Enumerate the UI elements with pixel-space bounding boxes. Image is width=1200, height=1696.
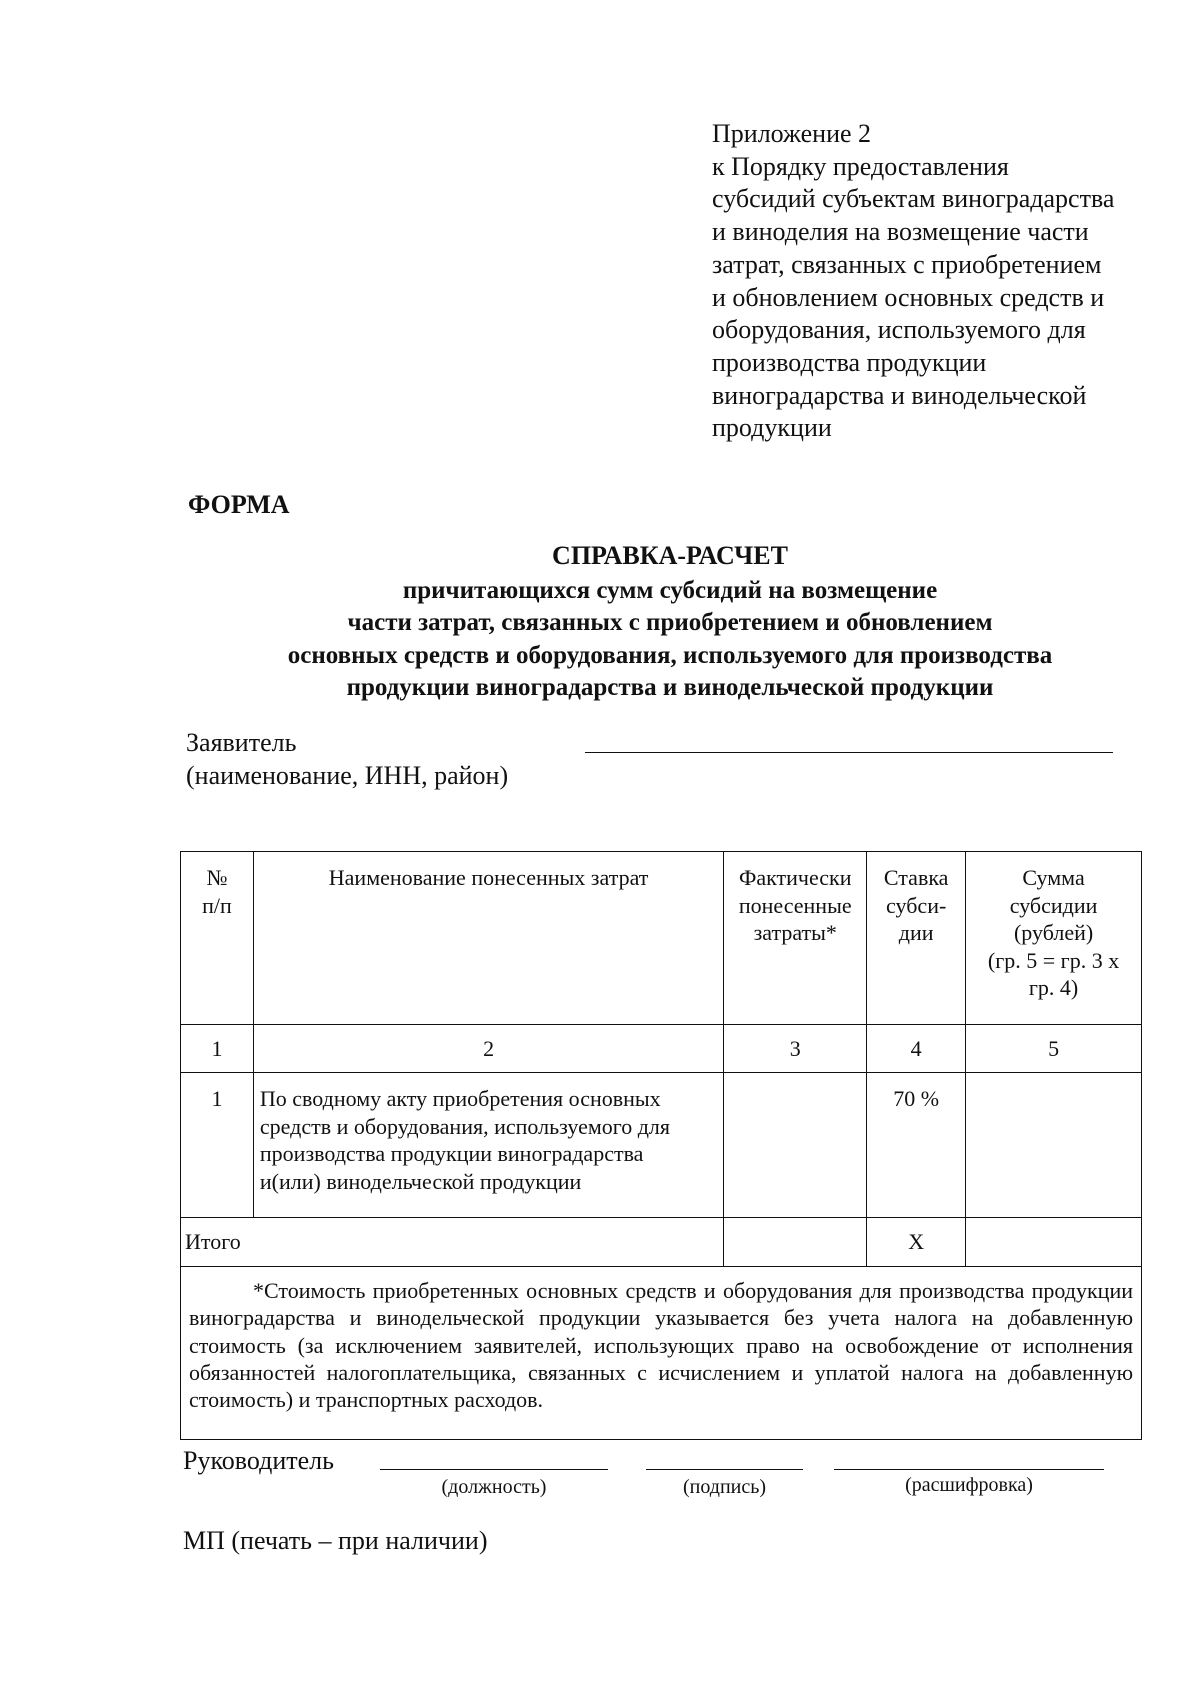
appendix-line: Приложение 2 bbox=[712, 119, 872, 148]
appendix-line: субсидий субъектам виноградарства bbox=[712, 184, 1115, 214]
header-actual-line: затраты* bbox=[753, 920, 837, 945]
header-sum bbox=[966, 852, 1142, 1025]
appendix-line: продукции bbox=[712, 413, 832, 443]
row-num: 1 bbox=[181, 1073, 254, 1218]
column-number: 2 bbox=[253, 1025, 723, 1073]
row-description-line: По сводному акту приобретения основных bbox=[259, 1086, 661, 1111]
signature-line[interactable] bbox=[646, 1469, 803, 1470]
footnote-row bbox=[181, 1267, 1142, 1440]
header-sum-line: (гр. 5 = гр. 3 х bbox=[987, 947, 1120, 973]
header-rate bbox=[867, 852, 966, 1025]
signature-label: Руководитель bbox=[183, 1446, 334, 1475]
appendix-line: затрат, связанных с приобретением bbox=[712, 249, 1102, 279]
appendix-note bbox=[712, 118, 1182, 445]
applicant-hint: (наименование, ИНН, район) bbox=[186, 761, 509, 790]
decoding-line[interactable] bbox=[834, 1469, 1104, 1470]
row-description-line: и(или) винодельческой продукции bbox=[259, 1168, 582, 1194]
column-number: 1 bbox=[181, 1025, 254, 1073]
subsidy-table bbox=[180, 851, 1142, 1440]
row-description-line: средств и оборудования, используемого для bbox=[259, 1113, 671, 1139]
total-row bbox=[181, 1218, 1142, 1267]
total-sum-cell[interactable] bbox=[966, 1218, 1142, 1267]
header-rate-line: дии bbox=[898, 920, 934, 945]
form-label: ФОРМА bbox=[188, 490, 290, 519]
column-number: 5 bbox=[966, 1025, 1142, 1073]
row-actual-cell[interactable] bbox=[724, 1073, 867, 1218]
stamp-note: МП (печать – при наличии) bbox=[183, 1526, 488, 1555]
header-rate-line: Ставка bbox=[883, 865, 949, 890]
title-line: части затрат, связанных с приобретением и обновлением bbox=[347, 609, 993, 636]
appendix-line: к Порядку предоставления bbox=[712, 151, 1009, 181]
header-actual-line: Фактически bbox=[738, 865, 852, 890]
row-sum-cell[interactable] bbox=[966, 1073, 1142, 1218]
header-actual bbox=[724, 852, 867, 1025]
applicant-input-line[interactable] bbox=[585, 752, 1113, 753]
table-row bbox=[181, 1073, 1142, 1218]
total-label: Итого bbox=[181, 1218, 724, 1267]
position-line[interactable] bbox=[380, 1469, 608, 1470]
row-description-line: производства продукции виноградарства bbox=[259, 1141, 644, 1166]
decoding-caption: (расшифровка) bbox=[905, 1474, 1033, 1496]
position-caption: (должность) bbox=[441, 1476, 547, 1498]
title-main: СПРАВКА-РАСЧЕТ bbox=[552, 541, 788, 570]
header-num bbox=[181, 852, 254, 1025]
column-number: 3 bbox=[724, 1025, 867, 1073]
total-actual-cell[interactable] bbox=[724, 1218, 867, 1267]
header-num-line: № bbox=[206, 865, 228, 890]
column-number: 4 bbox=[867, 1025, 966, 1073]
header-sum-line: (рублей) bbox=[1013, 920, 1094, 945]
header-sum-line: Сумма bbox=[1022, 865, 1085, 890]
appendix-line: виноградарства и винодельческой bbox=[712, 380, 1087, 410]
row-rate: 70 % bbox=[867, 1073, 966, 1218]
column-number-row bbox=[181, 1025, 1142, 1073]
applicant-label: Заявитель bbox=[186, 728, 297, 757]
row-description bbox=[253, 1073, 723, 1218]
header-actual-line: понесенные bbox=[738, 892, 852, 918]
document-title bbox=[190, 540, 1150, 705]
header-sum-line: гр. 4) bbox=[1028, 975, 1079, 1000]
table-header-row bbox=[181, 852, 1142, 1025]
header-name: Наименование понесенных затрат bbox=[253, 852, 723, 1025]
total-rate: Х bbox=[867, 1218, 966, 1267]
header-rate-line: субси- bbox=[886, 892, 947, 918]
footnote-text: *Стоимость приобретенных основных средств и оборудования для производства продукции виноградарства и винодельческой продукции указывается без учета налога на добавленную стоимость (за исключением заявителей, использующих право на освобождение от исполнения обязанностей налогоплательщика, связанных с исчислением и уплатой налога на добавленную стоимость) и транспортных расходов. bbox=[189, 1278, 1133, 1413]
header-sum-line: субсидии bbox=[1009, 892, 1098, 918]
header-num-line: п/п bbox=[202, 892, 232, 918]
appendix-line: производства продукции bbox=[712, 347, 987, 377]
appendix-line: оборудования, используемого для bbox=[712, 315, 1086, 345]
title-line: продукции виноградарства и винодельческой продукции bbox=[346, 674, 994, 701]
signature-caption: (подпись) bbox=[682, 1476, 767, 1498]
title-line: причитающихся сумм субсидий на возмещение bbox=[402, 576, 938, 604]
applicant-block bbox=[186, 726, 508, 792]
footnote-cell bbox=[181, 1267, 1142, 1440]
appendix-line: и виноделия на возмещение части bbox=[712, 217, 1089, 247]
appendix-line: и обновлением основных средств и bbox=[712, 282, 1105, 312]
title-line: основных средств и оборудования, используемого для производства bbox=[287, 641, 1053, 669]
